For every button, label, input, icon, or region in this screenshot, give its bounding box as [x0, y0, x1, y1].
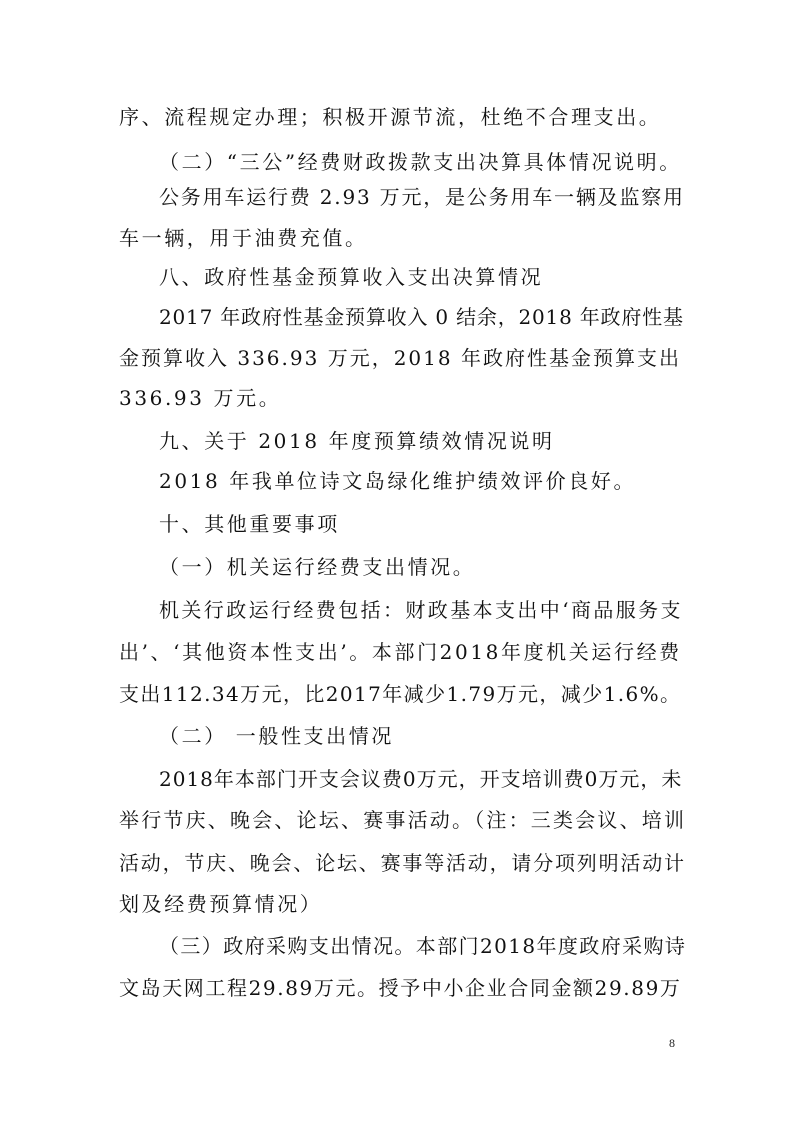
text-line-22: 文岛天网工程29.89万元。授予中小企业合同金额29.89万	[119, 976, 682, 1000]
text-line-17: 2018年本部门开支会议费0万元，开支培训费0万元，未	[159, 767, 683, 791]
text-line-6: 2017 年政府性基金预算收入 0 结余，2018 年政府性基	[159, 305, 684, 329]
subsection-heading-3: （三）政府采购支出情况。本部门2018年度政府采购诗	[159, 934, 687, 958]
text-line-13: 机关行政运行经费包括：财政基本支出中‘商品服务支	[159, 598, 683, 622]
text-line-1: 序、流程规定办理；积极开源节流，杜绝不合理支出。	[119, 105, 662, 129]
text-line-19: 活动，节庆、晚会、论坛、赛事等活动，请分项列明活动计	[119, 851, 686, 875]
text-line-15: 支出112.34万元，比2017年减少1.79万元，减少1.6%。	[119, 682, 682, 706]
text-line-4: 车一辆，用于油费充值。	[119, 226, 368, 250]
text-line-18: 举行节庆、晚会、论坛、赛事活动。（注：三类会议、培训	[119, 808, 687, 832]
section-heading-9: 九、关于 2018 年度预算绩效情况说明	[159, 429, 555, 453]
text-line-2: （二）“三公”经费财政拨款支出决算具体情况说明。	[159, 150, 682, 174]
page-number: 8	[669, 1036, 675, 1050]
text-line-14: 出’、‘其他资本性支出’。本部门2018年度机关运行经费	[119, 640, 682, 664]
text-line-8: 336.93 万元。	[119, 386, 282, 410]
subsection-heading-2: （二） 一般性支出情况	[159, 724, 394, 748]
subsection-heading-1: （一）机关运行经费支出情况。	[159, 555, 476, 579]
text-line-3: 公务用车运行费 2.93 万元，是公务用车一辆及监察用	[159, 185, 685, 209]
text-line-20: 划及经费预算情况）	[119, 892, 323, 916]
section-heading-8: 八、政府性基金预算收入支出决算情况	[159, 265, 544, 289]
text-line-10: 2018 年我单位诗文岛绿化维护绩效评价良好。	[159, 469, 637, 493]
section-heading-10: 十、其他重要事项	[159, 512, 340, 536]
text-line-7: 金预算收入 336.93 万元，2018 年政府性基金预算支出	[119, 346, 681, 370]
